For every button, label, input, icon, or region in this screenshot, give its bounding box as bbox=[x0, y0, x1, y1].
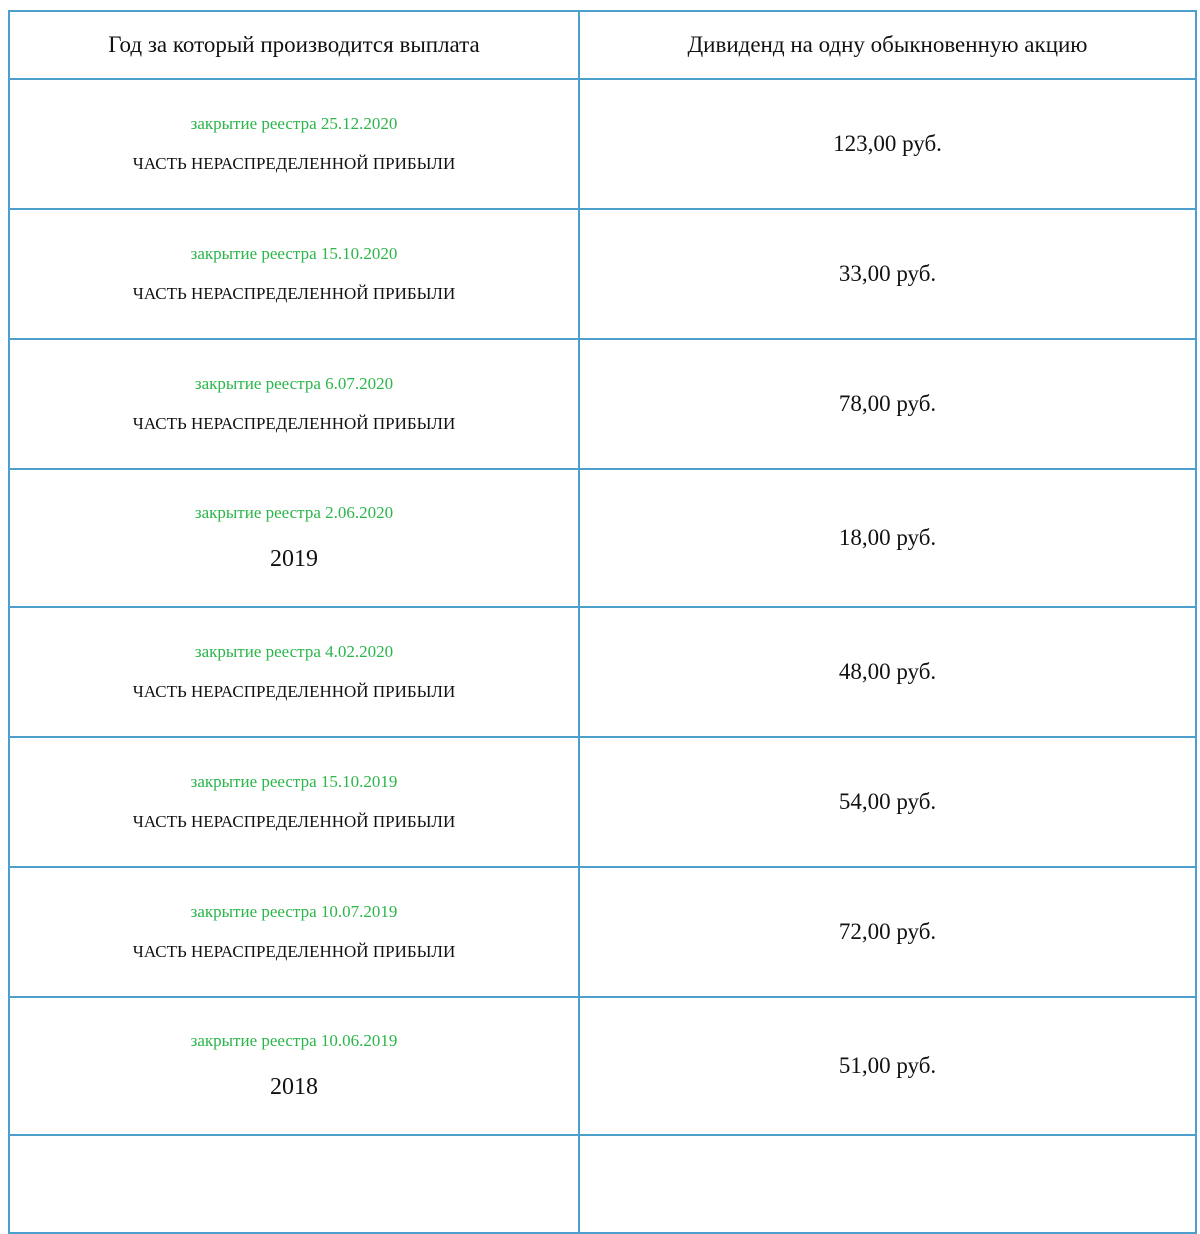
period-cell bbox=[9, 737, 579, 867]
record-date: закрытие реестра 10.07.2019 bbox=[190, 902, 398, 921]
payout-year: 2018 bbox=[270, 1074, 318, 1100]
dividend-amount: 33,00 руб. bbox=[579, 209, 1196, 339]
record-date: закрытие реестра 15.10.2020 bbox=[190, 244, 398, 263]
period-cell bbox=[9, 607, 579, 737]
record-date: закрытие реестра 10.06.2019 bbox=[190, 1031, 398, 1050]
dividend-amount: 54,00 руб. bbox=[579, 737, 1196, 867]
dividend-amount: 78,00 руб. bbox=[579, 339, 1196, 469]
dividend-cell-empty bbox=[579, 1135, 1196, 1233]
payout-year: 2019 bbox=[270, 546, 318, 572]
payout-basis: ЧАСТЬ НЕРАСПРЕДЕЛЕННОЙ ПРИБЫЛИ bbox=[132, 284, 456, 303]
table-row bbox=[9, 469, 1196, 607]
period-cell-empty bbox=[9, 1135, 579, 1233]
period-cell bbox=[9, 339, 579, 469]
period-cell bbox=[9, 469, 579, 607]
period-cell bbox=[9, 209, 579, 339]
table-header-row bbox=[9, 11, 1196, 79]
dividend-amount: 51,00 руб. bbox=[579, 997, 1196, 1135]
table-row bbox=[9, 339, 1196, 469]
table-row bbox=[9, 737, 1196, 867]
dividend-amount: 123,00 руб. bbox=[579, 79, 1196, 209]
period-cell bbox=[9, 867, 579, 997]
table-row bbox=[9, 79, 1196, 209]
table-row-partial bbox=[9, 1135, 1196, 1233]
period-cell bbox=[9, 79, 579, 209]
payout-basis: ЧАСТЬ НЕРАСПРЕДЕЛЕННОЙ ПРИБЫЛИ bbox=[132, 942, 456, 961]
header-payout-year: Год за который производится выплата bbox=[9, 11, 579, 79]
dividend-amount: 18,00 руб. bbox=[579, 469, 1196, 607]
payout-basis: ЧАСТЬ НЕРАСПРЕДЕЛЕННОЙ ПРИБЫЛИ bbox=[132, 812, 456, 831]
table-row bbox=[9, 867, 1196, 997]
record-date: закрытие реестра 2.06.2020 bbox=[194, 503, 394, 522]
dividends-table bbox=[8, 10, 1197, 1234]
dividend-amount: 48,00 руб. bbox=[579, 607, 1196, 737]
period-cell bbox=[9, 997, 579, 1135]
table-row bbox=[9, 607, 1196, 737]
payout-basis: ЧАСТЬ НЕРАСПРЕДЕЛЕННОЙ ПРИБЫЛИ bbox=[132, 414, 456, 433]
table-row bbox=[9, 997, 1196, 1135]
dividend-amount: 72,00 руб. bbox=[579, 867, 1196, 997]
payout-basis: ЧАСТЬ НЕРАСПРЕДЕЛЕННОЙ ПРИБЫЛИ bbox=[132, 682, 456, 701]
payout-basis: ЧАСТЬ НЕРАСПРЕДЕЛЕННОЙ ПРИБЫЛИ bbox=[132, 154, 456, 173]
record-date: закрытие реестра 6.07.2020 bbox=[194, 374, 394, 393]
record-date: закрытие реестра 4.02.2020 bbox=[194, 642, 394, 661]
record-date: закрытие реестра 25.12.2020 bbox=[190, 114, 398, 133]
table-row bbox=[9, 209, 1196, 339]
header-dividend-per-share: Дивиденд на одну обыкновенную акцию bbox=[579, 11, 1196, 79]
record-date: закрытие реестра 15.10.2019 bbox=[190, 772, 398, 791]
